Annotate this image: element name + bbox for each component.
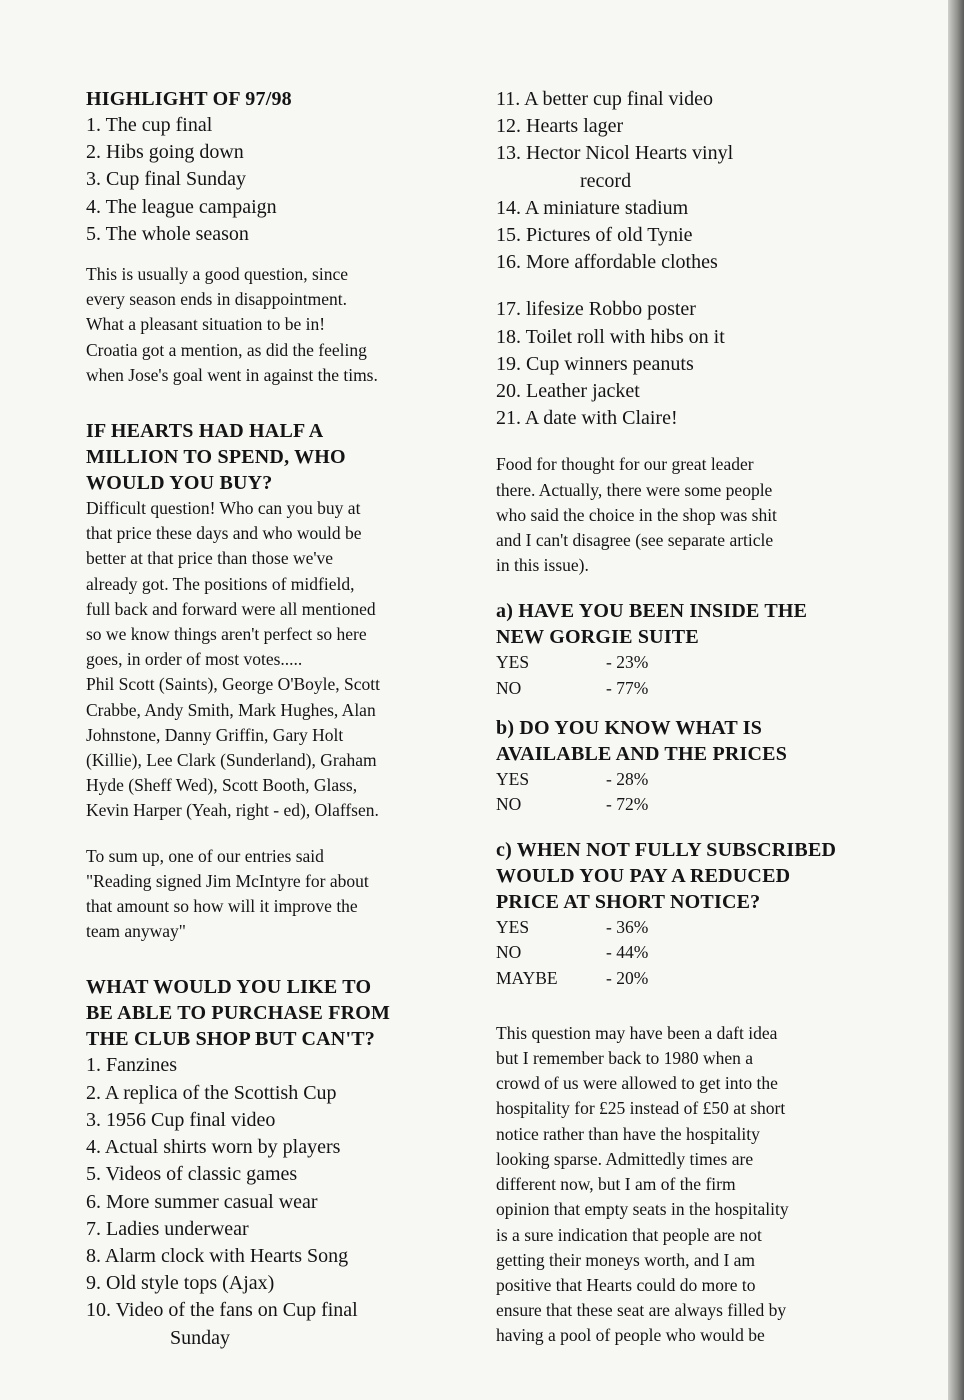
text-line: This is usually a good question, since — [86, 264, 348, 285]
heading-line: THE CLUB SHOP BUT CAN'T? — [86, 1028, 375, 1051]
answer-label: YES — [496, 917, 530, 938]
heading-line: c) WHEN NOT FULLY SUBSCRIBED — [496, 839, 837, 862]
list-item: 1. The cup final — [86, 114, 213, 136]
purchase-list-continued — [496, 86, 866, 276]
question-b — [496, 715, 866, 817]
answer-value: - 77% — [606, 677, 649, 698]
list-item-text: 13. Hector Nicol Hearts vinyl — [496, 142, 734, 165]
heading-line: WOULD YOU BUY? — [86, 472, 273, 495]
list-item-text: 10. Video of the fans on Cup final — [86, 1299, 358, 1322]
text-line: there. Actually, there were some people — [496, 479, 773, 500]
text-line: Croatia got a mention, as did the feeling — [86, 339, 367, 360]
list-item: 3. 1956 Cup final video — [86, 1108, 276, 1131]
closing-paragraph — [496, 1021, 866, 1349]
answer-row — [496, 676, 866, 701]
text-line: This question may have been a daft idea — [496, 1022, 778, 1043]
list-item: 16. More affordable clothes — [496, 251, 718, 274]
food-for-thought — [496, 452, 866, 578]
heading-line: BE ABLE TO PURCHASE FROM — [86, 1002, 391, 1025]
heading-line: IF HEARTS HAD HALF A — [86, 420, 324, 443]
text-line: Food for thought for our great leader — [496, 454, 754, 475]
answer-label: NO — [496, 942, 522, 963]
heading-line: PRICE AT SHORT NOTICE? — [496, 891, 761, 914]
text-line: in this issue). — [496, 555, 589, 576]
purchase-list — [86, 1052, 446, 1351]
answer-value: - 28% — [606, 768, 649, 789]
heading-line: NEW GORGIE SUITE — [496, 626, 699, 649]
answer-value: - 44% — [606, 942, 649, 963]
list-item: 3. Cup final Sunday — [86, 168, 246, 191]
question-c — [496, 837, 866, 991]
text-line: getting their moneys worth, and I am — [496, 1249, 756, 1270]
list-item: 6. More summer casual wear — [86, 1190, 318, 1213]
heading-line: WHAT WOULD YOU LIKE TO — [86, 976, 372, 999]
answer-value: - 20% — [606, 967, 649, 988]
text-line: and I can't disagree (see separate article — [496, 530, 774, 551]
text-line: Difficult question! Who can you buy at — [86, 498, 361, 519]
text-line: but I remember back to 1980 when a — [496, 1048, 754, 1069]
half-million-body — [86, 496, 446, 824]
text-line: ensure that these seat are always filled by — [496, 1300, 787, 1321]
right-column — [496, 86, 866, 1349]
heading-line: WOULD YOU PAY A REDUCED — [496, 865, 791, 888]
sum-up — [86, 844, 446, 945]
text-line: better at that price than those we've — [86, 548, 334, 569]
text-line: To sum up, one of our entries said — [86, 845, 324, 866]
text-line: team anyway" — [86, 921, 186, 942]
list-item: 7. Ladies underwear — [86, 1217, 249, 1240]
answer-label: MAYBE — [496, 967, 558, 988]
answer-row — [496, 915, 866, 940]
text-line: different now, but I am of the firm — [496, 1174, 736, 1195]
text-line: "Reading signed Jim McIntyre for about — [86, 870, 369, 891]
heading-line: b) DO YOU KNOW WHAT IS — [496, 716, 763, 739]
list-item-continuation: Sunday — [170, 1326, 230, 1349]
list-item: 2. Hibs going down — [86, 141, 244, 164]
text-line: crowd of us were allowed to get into the — [496, 1073, 778, 1094]
text-line: Johnstone, Danny Griffin, Gary Holt — [86, 724, 344, 745]
text-line: Hyde (Sheff Wed), Scott Booth, Glass, — [86, 775, 358, 796]
list-item: 15. Pictures of old Tynie — [496, 224, 693, 247]
purchase-heading — [86, 974, 446, 1052]
half-million-heading — [86, 418, 446, 496]
list-item: 4. Actual shirts worn by players — [86, 1136, 341, 1159]
text-line: so we know things aren't perfect so here — [86, 624, 367, 645]
purchase-list-continued-2 — [496, 296, 866, 432]
text-line: Phil Scott (Saints), George O'Boyle, Scott — [86, 674, 380, 695]
text-line: who said the choice in the shop was shit — [496, 504, 777, 525]
text-line: every season ends in disappointment. — [86, 289, 347, 310]
text-line: goes, in order of most votes..... — [86, 649, 303, 670]
list-item: 5. Videos of classic games — [86, 1163, 298, 1186]
answer-label: NO — [496, 677, 522, 698]
list-item: 20. Leather jacket — [496, 380, 640, 403]
text-line: that price these days and who would be — [86, 523, 362, 544]
text-line: notice rather than have the hospitality — [496, 1123, 760, 1144]
text-line: (Killie), Lee Clark (Sunderland), Graham — [86, 750, 377, 771]
text-line: Kevin Harper (Yeah, right - ed), Olaffsen. — [86, 800, 379, 821]
text-line: opinion that empty seats in the hospitality — [496, 1199, 789, 1220]
answer-label: NO — [496, 794, 522, 815]
answer-label: YES — [496, 652, 530, 673]
text-line: positive that Hearts could do more to — [496, 1274, 756, 1295]
list-item: 12. Hearts lager — [496, 115, 624, 138]
list-item: 14. A miniature stadium — [496, 196, 689, 219]
highlight-heading: HIGHLIGHT OF 97/98 — [86, 88, 292, 110]
answer-value: - 72% — [606, 794, 649, 815]
answer-value: - 23% — [606, 652, 649, 673]
text-line: having a pool of people who would be — [496, 1325, 765, 1346]
list-item: 4. The league campaign — [86, 195, 277, 218]
question-a — [496, 598, 866, 700]
text-line: already got. The positions of midfield, — [86, 573, 355, 594]
left-column — [86, 86, 446, 1352]
list-item: 9. Old style tops (Ajax) — [86, 1272, 275, 1295]
list-item — [496, 140, 866, 194]
text-line: hospitality for £25 instead of £50 at short — [496, 1098, 786, 1119]
text-line: is a sure indication that people are not — [496, 1224, 762, 1245]
text-line: Crabbe, Andy Smith, Mark Hughes, Alan — [86, 699, 376, 720]
heading-line: a) HAVE YOU BEEN INSIDE THE — [496, 600, 808, 623]
heading-line: AVAILABLE AND THE PRICES — [496, 742, 788, 765]
answer-row — [496, 792, 866, 817]
answer-row — [496, 940, 866, 965]
answer-row — [496, 650, 866, 675]
page-edge-shadow — [948, 0, 964, 1400]
list-item: 11. A better cup final video — [496, 88, 713, 110]
answer-value: - 36% — [606, 917, 649, 938]
text-line: when Jose's goal went in against the tims. — [86, 364, 378, 385]
highlight-comment — [86, 262, 446, 388]
list-item-continuation: record — [580, 169, 632, 192]
text-line: full back and forward were all mentioned — [86, 598, 376, 619]
answer-row — [496, 767, 866, 792]
text-line: looking sparse. Admittedly times are — [496, 1148, 754, 1169]
list-item: 18. Toilet roll with hibs on it — [496, 325, 725, 348]
list-item: 17. lifesize Robbo poster — [496, 298, 696, 321]
list-item: 1. Fanzines — [86, 1054, 178, 1077]
highlight-list — [86, 112, 446, 248]
list-item: 19. Cup winners peanuts — [496, 352, 694, 375]
list-item: 8. Alarm clock with Hearts Song — [86, 1244, 349, 1267]
answer-label: YES — [496, 768, 530, 789]
answer-row — [496, 966, 866, 991]
heading-line: MILLION TO SPEND, WHO — [86, 446, 346, 469]
list-item: 5. The whole season — [86, 222, 249, 245]
text-line: What a pleasant situation to be in! — [86, 314, 326, 335]
text-line: that amount so how will it improve the — [86, 896, 358, 917]
list-item: 2. A replica of the Scottish Cup — [86, 1081, 337, 1104]
list-item: 21. A date with Claire! — [496, 407, 678, 430]
list-item — [86, 1297, 446, 1351]
